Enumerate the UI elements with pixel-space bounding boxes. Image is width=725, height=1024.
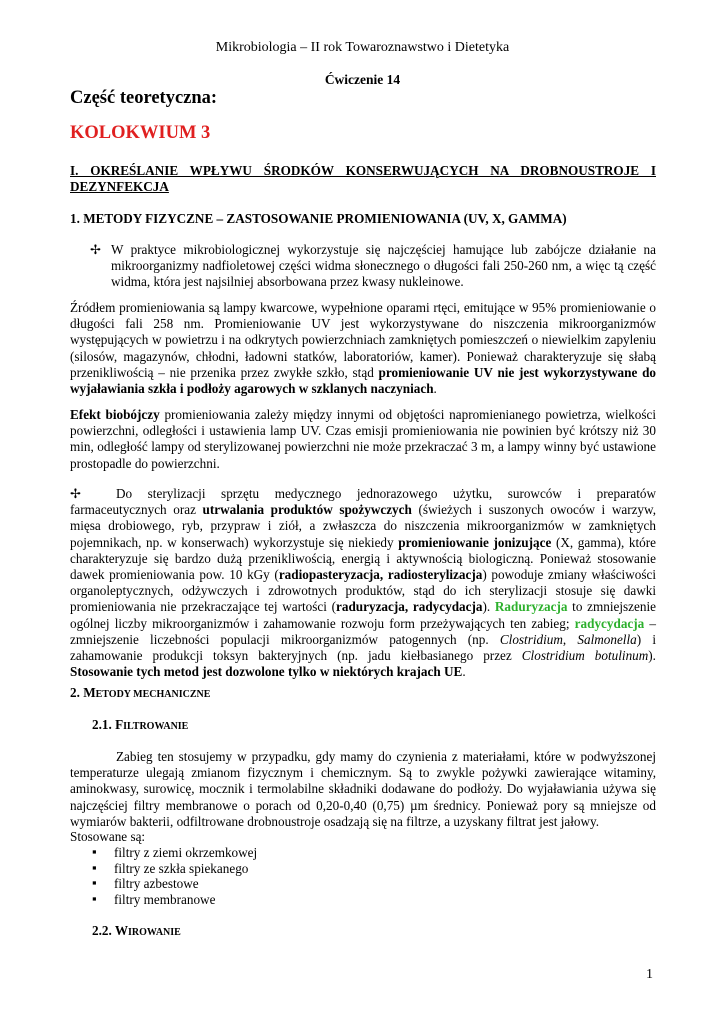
part-title: Część teoretyczna:: [70, 88, 218, 108]
paragraph-uv-source: Źródłem promieniowania są lampy kwarcowe, wypełnione oparami rtęci, emitujące w 95% promieniowanie o długości fali 258 nm. Promieniowanie UV jest wykorzystywane do niszczenia mikroorganizmów występujących w powietrzu i na odkrytych powierzchniach zamkniętych pomieszczeń o niewielkim zapyleniu (silosów, magazynów, chłodni, ładowni statków, laboratoriów, kamer). Ponieważ charakteryzuje się słabą przenikliwością – nie przenika przez zwykłe szkło, stąd promieniowanie UV nie jest wykorzystywane do wyjaławiania szkła i podłoży agarowych w szklanych naczyniach.: [70, 300, 656, 397]
paragraph-filtration: Zabieg ten stosujemy w przypadku, gdy mamy do czynienia z materiałami, które w podwyższonej temperaturze ulegają zmianom fizycznym i chemicznym. Są to zwykle pożywki zawierające witaminy, aminokwasy, surowicę, mocznik i termolabilne składniki dodawane do podłoży. Do wyjaławiania używa się najczęściej filtry membranowe o porach od 0,20-0,40 (0,75) µm średnicy. Ponieważ pory są mniejsze od wymiarów bakterii, odfiltrowane drobnoustroje osadzają się na filtrze, a uzyskany filtrat jest jałowy.: [70, 749, 656, 829]
page-number: 1: [646, 967, 653, 982]
list-item: ▪ filtry azbestowe: [86, 876, 386, 892]
section-heading-line1: I. OKREŚLANIE WPŁYWU ŚRODKÓW KONSERWUJĄCYCH NA DROBNOUSTROJE I: [70, 163, 656, 178]
list-item: ▪ filtry ze szkła spiekanego: [86, 861, 386, 877]
filters-list: [86, 845, 386, 907]
exercise-number: Ćwiczenie 14: [324, 72, 401, 87]
course-header: Mikrobiologia – II rok Towaroznawstwo i Dietetyka: [215, 40, 510, 55]
used-filters-label: Stosowane są:: [70, 829, 146, 844]
list-item: ▪ filtry membranowe: [86, 892, 386, 908]
paragraph-biocidal-effect: Efekt biobójczy promieniowania zależy między innymi od objętości napromienianego powietrza, wielkości powierzchni, odległości i ustawienia lamp UV. Czas emisji promieniowania nie powinien być krótszy niż 30 min, odległość lampy od sterylizowanej powierzchni nie może przekraczać 3 m, a lampy winny być ustawione prostopadle do powierzchni.: [70, 407, 656, 471]
section-heading-line2: DEZYNFEKCJA: [70, 179, 169, 194]
sparkle-bullet-icon: ✢: [90, 242, 102, 257]
subsection-heading-centrifugation: 2.2. WIROWANIE: [92, 923, 181, 938]
subsection-heading-filtration: 2.1. FILTROWANIE: [92, 717, 189, 732]
sparkle-bullet-icon: ✢: [70, 486, 82, 501]
subsection-heading-radiation: 1. METODY FIZYCZNE – ZASTOSOWANIE PROMIENIOWANIA (UV, X, GAMMA): [70, 211, 567, 226]
bullet-paragraph-uv: W praktyce mikrobiologicznej wykorzystuje się najczęściej hamujące lub zabójcze działanie na mikroorganizmy nadfioletowej części widma słonecznego o długości fali 250-260 nm, a więc tą część widma, która jest najsilniej absorbowana przez kwasy nukleinowe.: [111, 242, 656, 290]
list-item: ▪ filtry z ziemi okrzemkowej: [86, 845, 386, 861]
colloquium-title: KOLOKWIUM 3: [70, 123, 211, 143]
subsection-heading-mechanical: 2. METODY MECHANICZNE: [70, 685, 211, 700]
paragraph-ionizing-radiation: ✢ Do sterylizacji sprzętu medycznego jednorazowego użytku, surowców i preparatów farmaceutycznych oraz utrwalania produktów spożywczych (świeżych i suszonych owoców i warzyw, mięsa drobiowego, ryb, przypraw i ziół, a zwłaszcza do niszczenia mikroorganizmów w zamkniętych pojemnikach, np. w konserwach) wykorzystuje się niekiedy promieniowanie jonizujące (X, gamma), które charakteryzuje się bardzo dużą przenikliwością, energią i aktywnością biologiczną. Ponieważ stosowanie dawek promieniowania pow. 10 kGy (radiopasteryzacja, radiosterylizacja) powoduje zmiany właściwości organoleptycznych, odżywczych i zdrowotnych produktów, stąd do ich sterylizacji stosuje się dawki promieniowania nie przekraczające tej wartości (raduryzacja, radycydacja). Raduryzacja to zmniejszenie ogólnej liczby mikroorganizmów i zahamowanie rozwoju form przeżywających ten zabieg; radycydacja – zmniejszenie liczebności populacji mikroorganizmów patogennych (np. Clostridium, Salmonella) i zahamowanie produkcji toksyn bakteryjnych (np. jadu kiełbasianego przez Clostridium botulinum). Stosowanie tych metod jest dozwolone tylko w niektórych krajach UE.: [70, 486, 657, 680]
